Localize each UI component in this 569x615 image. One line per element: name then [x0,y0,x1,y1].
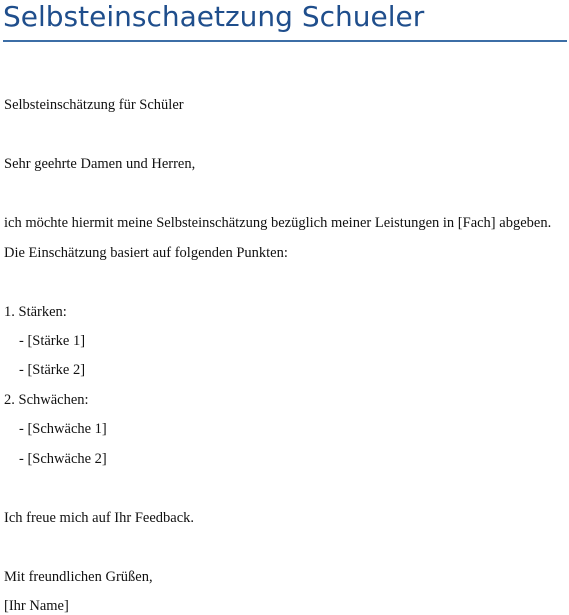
intro-line: ich möchte hiermit meine Selbsteinschätzung bezüglich meiner Leistungen in [Fach] abgeben. [4,215,552,231]
document-title: Selbsteinschaetzung Schueler [3,0,425,33]
signoff-line: Mit freundlichen Grüßen, [4,569,153,585]
weakness-item: - [Schwäche 1] [19,421,107,437]
strengths-heading: 1. Stärken: [4,304,67,320]
signature-name: [Ihr Name] [4,598,69,614]
basis-line: Die Einschätzung basiert auf folgenden Punkten: [4,245,288,261]
strength-item: - [Stärke 1] [19,333,86,349]
weakness-item: - [Schwäche 2] [19,451,107,467]
closing-remark: Ich freue mich auf Ihr Feedback. [4,510,195,526]
subject-line: Selbsteinschätzung für Schüler [4,97,184,113]
title-underline [3,40,567,42]
weaknesses-heading: 2. Schwächen: [4,392,89,408]
greeting-line: Sehr geehrte Damen und Herren, [4,156,196,172]
strength-item: - [Stärke 2] [19,362,86,378]
